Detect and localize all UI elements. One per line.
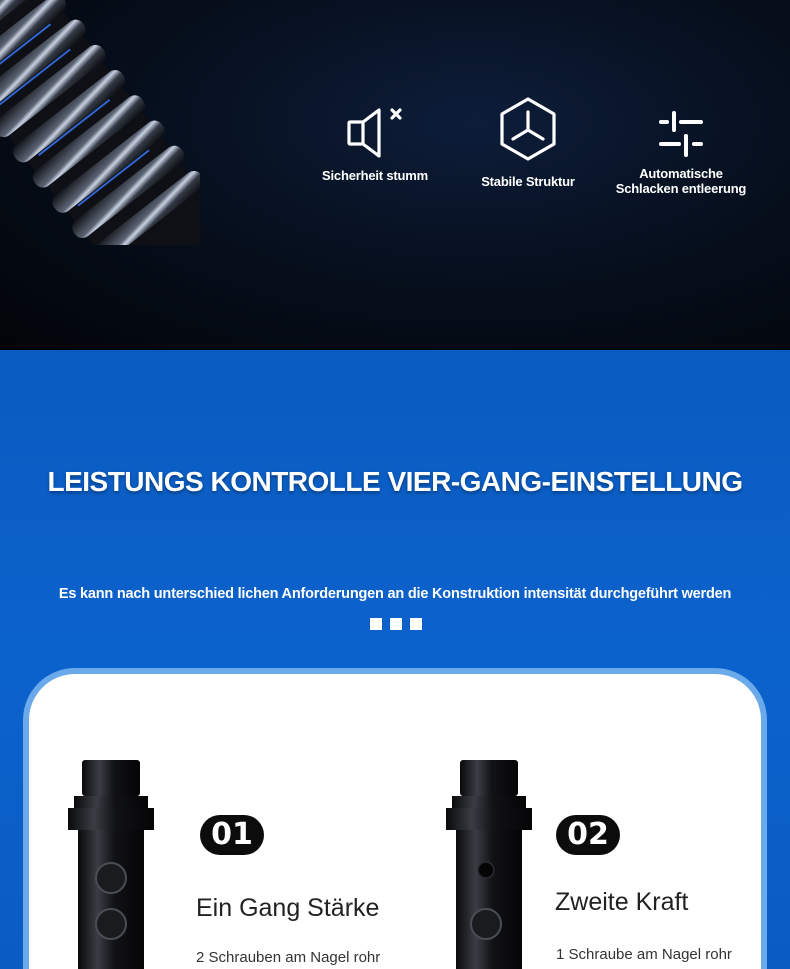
feature-label-line: Schlacken entleerung bbox=[615, 181, 747, 196]
hexagon-structure-icon bbox=[498, 96, 558, 162]
mode-description: 2 Schrauben am Nagel rohr bbox=[196, 949, 381, 966]
feature-label: Stabile Struktur bbox=[481, 174, 575, 189]
feature-silent bbox=[300, 96, 450, 183]
mode-title: Ein Gang Stärke bbox=[196, 894, 380, 922]
tool-barrel-image bbox=[0, 0, 200, 245]
hero-section bbox=[0, 0, 790, 350]
mode-description: 1 Schraube am Nagel rohr bbox=[556, 946, 732, 963]
nozzle-image bbox=[446, 760, 532, 969]
feature-stable bbox=[453, 96, 603, 189]
section-subtitle: Es kann nach unterschied lichen Anforderungen an die Konstruktion intensität durchgeführt werden bbox=[58, 586, 732, 602]
feature-label bbox=[606, 166, 756, 196]
sliders-icon bbox=[656, 110, 706, 158]
modes-card bbox=[23, 668, 767, 969]
dot bbox=[410, 618, 422, 630]
dot bbox=[370, 618, 382, 630]
section-title: LEISTUNGS KONTROLLE VIER-GANG-EINSTELLUNG bbox=[47, 466, 743, 497]
mode-number-badge: 02 bbox=[556, 815, 620, 855]
decorative-dots bbox=[370, 618, 422, 630]
feature-list bbox=[300, 96, 770, 216]
dot bbox=[390, 618, 402, 630]
nozzle-image bbox=[68, 760, 154, 969]
feature-label: Sicherheit stumm bbox=[322, 168, 428, 183]
feature-label-line: Automatische bbox=[639, 166, 723, 181]
mode-number-badge: 01 bbox=[200, 815, 264, 855]
mode-title: Zweite Kraft bbox=[555, 888, 689, 916]
speaker-muted-icon bbox=[344, 104, 406, 160]
feature-slag-removal bbox=[606, 96, 756, 196]
